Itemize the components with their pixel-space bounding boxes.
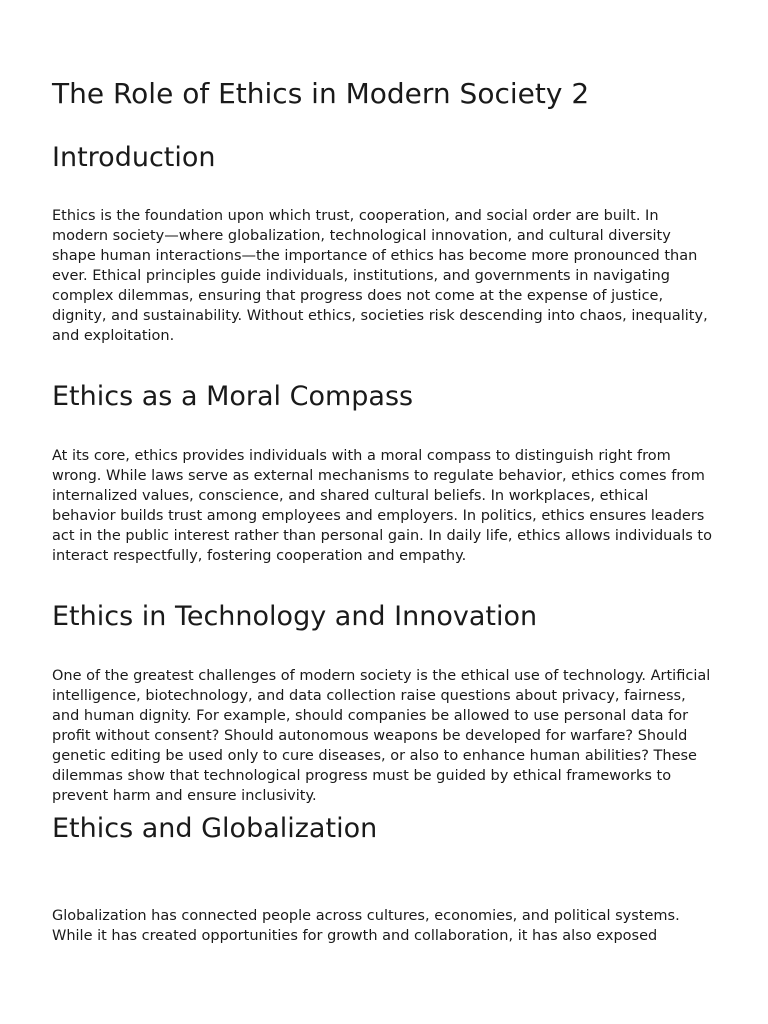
section-heading-technology: Ethics in Technology and Innovation [52, 601, 538, 632]
section-heading-globalization: Ethics and Globalization [52, 813, 378, 844]
section-heading-introduction: Introduction [52, 142, 216, 173]
section-paragraph-globalization: Globalization has connected people across cultures, economies, and political systems. While it has created opportunities for growth and collaboration, it has also exposed [52, 908, 680, 944]
section-paragraph-technology: One of the greatest challenges of modern society is the ethical use of technology. Artificial intelligence, biotechnology, and data collection raise questions about privacy, fairness, and human dignity. For example, should companies be allowed to use personal data for profit without consent? Should autonomous weapons be developed for warfare? Should genetic editing be used only to cure diseases, or also to enhance human abilities? These dilemmas show that technological progress must be guided by ethical frameworks to prevent harm and ensure inclusivity. [52, 668, 711, 804]
document-title: The Role of Ethics in Modern Society 2 [52, 77, 590, 110]
section-heading-moral-compass: Ethics as a Moral Compass [52, 381, 414, 412]
section-paragraph-introduction: Ethics is the foundation upon which trust, cooperation, and social order are built. In modern society—where globalization, technological innovation, and cultural diversity shape human interactions—the importance of ethics has become more pronounced than ever. Ethical principles guide individuals, institutions, and governments in navigating complex dilemmas, ensuring that progress does not come at the expense of justice, dignity, and sustainability. Without ethics, societies risk descending into chaos, inequality, and exploitation. [52, 208, 708, 344]
section-paragraph-moral-compass: At its core, ethics provides individuals with a moral compass to distinguish right from wrong. While laws serve as external mechanisms to regulate behavior, ethics comes from internalized values, conscience, and shared cultural beliefs. In workplaces, ethical behavior builds trust among employees and employers. In politics, ethics ensures leaders act in the public interest rather than personal gain. In daily life, ethics allows individuals to interact respectfully, fostering cooperation and empathy. [52, 448, 712, 564]
